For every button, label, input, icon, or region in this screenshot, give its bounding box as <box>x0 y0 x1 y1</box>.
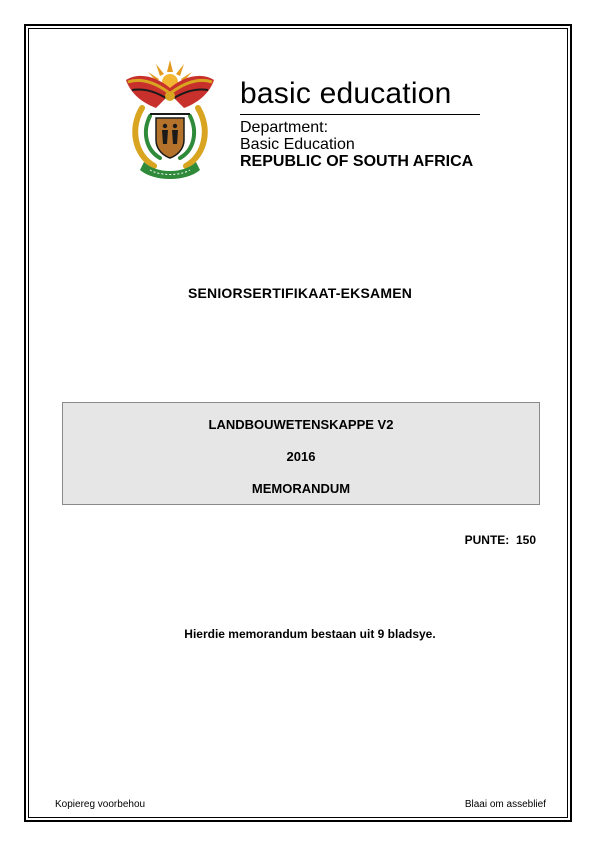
exam-year: 2016 <box>286 449 316 464</box>
exam-title: SENIORSERTIFIKAAT-EKSAMEN <box>187 285 413 301</box>
page-count-note: Hierdie memorandum bestaan uit 9 bladsye. <box>184 627 436 641</box>
subject-box <box>62 402 540 505</box>
footer-copyright: Kopiereg voorbehou <box>55 799 146 810</box>
country-name: REPUBLIC OF SOUTH AFRICA <box>240 153 474 170</box>
brand-divider <box>240 114 480 115</box>
marks-total <box>465 533 536 547</box>
subject-name: LANDBOUWETENSKAPPE V2 <box>208 417 394 432</box>
coat-of-arms-icon <box>120 58 220 183</box>
department-name: Basic Education <box>240 136 355 153</box>
footer-turn-page: Blaai om asseblief <box>464 799 546 810</box>
document-type: MEMORANDUM <box>251 481 351 496</box>
brand-title: basic education <box>240 77 452 110</box>
marks-label: PUNTE: <box>464 533 510 547</box>
marks-value: 150 <box>515 533 536 547</box>
department-label: Department: <box>240 119 329 136</box>
